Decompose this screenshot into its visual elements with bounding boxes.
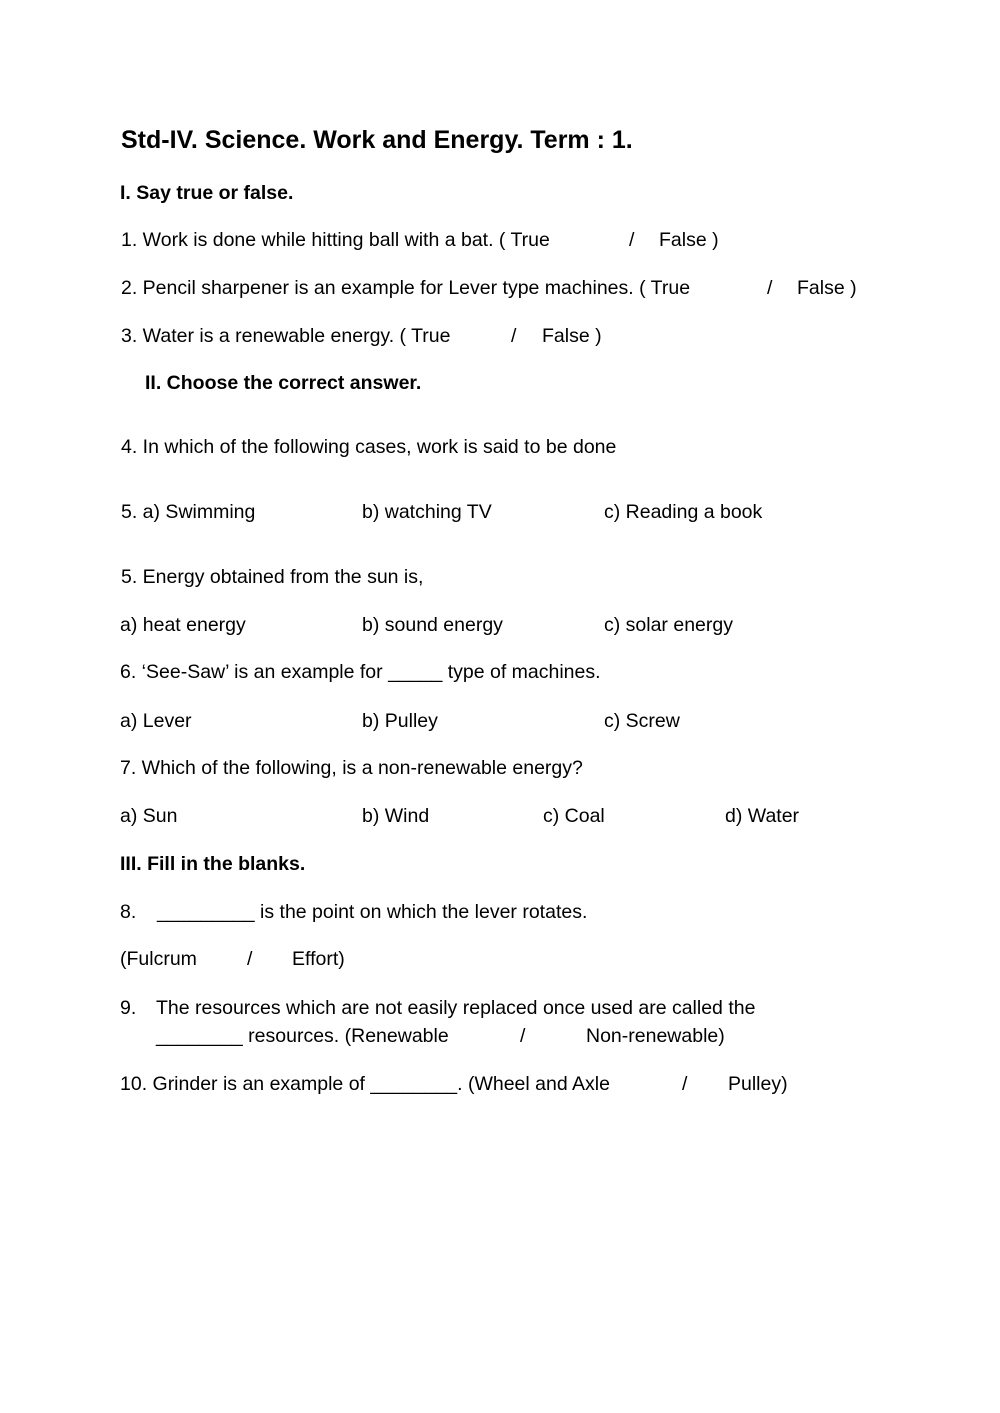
question-text: 7. Which of the following, is a non-renewable energy? [120,757,583,779]
question-text-line-2: ________ resources. (Renewable [156,1025,449,1047]
section-heading-choose: II. Choose the correct answer. [145,372,422,394]
question-text: 6. ‘See-Saw’ is an example for _____ type of machines. [120,661,601,683]
question-text: 3. Water is a renewable energy. ( True [121,325,451,347]
option-b: b) sound energy [362,614,503,636]
option-b: b) Wind [362,805,430,827]
option-false: False ) [542,325,602,347]
question-text: 2. Pencil sharpener is an example for Lever type machines. ( True [121,277,691,299]
option-b: b) Pulley [362,710,438,732]
section-heading-fill-blanks: III. Fill in the blanks. [120,853,306,875]
page-title: Std-IV. Science. Work and Energy. Term : 1. [121,126,633,154]
option-2: Pulley) [728,1073,788,1095]
slash-separator: / [511,325,517,347]
option-c: c) Reading a book [604,501,763,523]
option-a: a) Sun [120,805,178,827]
question-number: 9. [120,997,137,1019]
section-heading-true-false: I. Say true or false. [120,182,294,204]
slash-separator: / [247,948,253,970]
option-c: c) Screw [604,710,680,732]
option-a: 5. a) Swimming [121,501,256,523]
question-text: 5. Energy obtained from the sun is, [121,566,424,588]
option-c: c) solar energy [604,614,733,636]
option-false: False ) [659,229,719,251]
option-1: (Fulcrum [120,948,197,970]
question-number: 8. [120,901,137,923]
option-d: d) Water [725,805,800,827]
slash-separator: / [520,1025,526,1047]
question-text: 10. Grinder is an example of ________. (Wheel and Axle [120,1073,610,1095]
option-b: b) watching TV [362,501,492,523]
slash-separator: / [682,1073,688,1095]
option-c: c) Coal [543,805,605,827]
question-text: 4. In which of the following cases, work is said to be done [121,436,617,458]
option-2: Non-renewable) [586,1025,725,1047]
option-false: False ) [797,277,857,299]
slash-separator: / [767,277,773,299]
question-text: 1. Work is done while hitting ball with a bat. ( True [121,229,550,251]
question-text: _________ is the point on which the lever rotates. [157,901,588,923]
slash-separator: / [629,229,635,251]
option-a: a) Lever [120,710,192,732]
option-a: a) heat energy [120,614,246,636]
question-text-line-1: The resources which are not easily replaced once used are called the [156,997,756,1019]
option-2: Effort) [292,948,345,970]
